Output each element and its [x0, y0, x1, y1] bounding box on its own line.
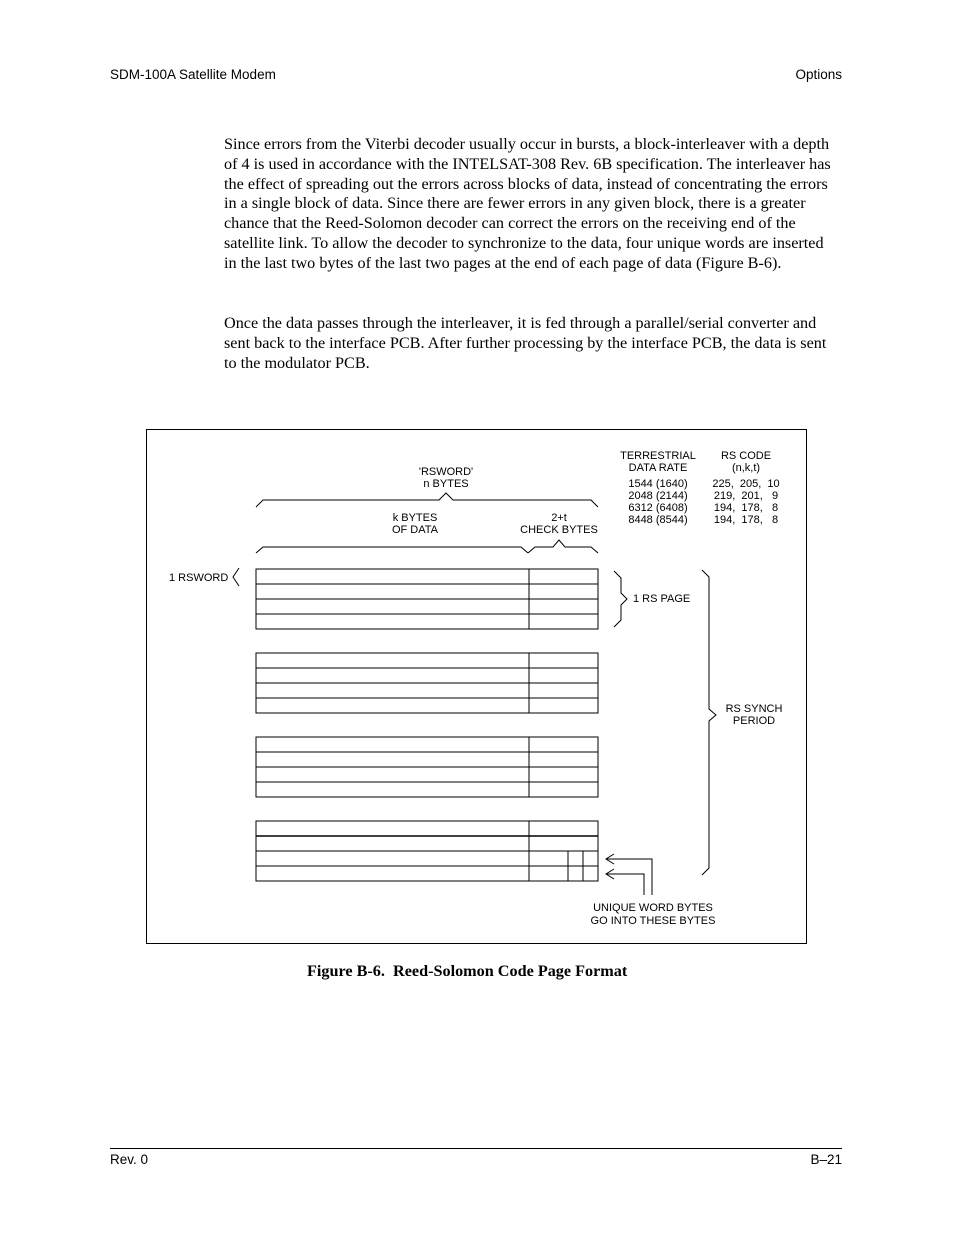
table-row-1-rate: 1544 (1640)	[628, 478, 688, 490]
rs-synch-brace	[702, 570, 716, 875]
figure-reed-solomon-page-format	[146, 429, 807, 944]
check-bytes-label-line2: CHECK BYTES	[520, 524, 598, 536]
footer-page-number: B–21	[810, 1152, 842, 1167]
n-bytes-brace	[256, 493, 598, 507]
table-row-2-code: 219, 201, 9	[713, 490, 779, 502]
unique-word-label-line2: GO INTO THESE BYTES	[590, 915, 716, 927]
k-bytes-brace	[256, 547, 528, 553]
figure-caption: Figure B-6. Reed-Solomon Code Page Format	[307, 962, 628, 980]
one-rsword-bracket	[233, 568, 239, 586]
table-row-4-code: 194, 178, 8	[713, 514, 779, 526]
one-rs-page-brace	[614, 571, 627, 627]
rs-page-block-2	[256, 653, 598, 713]
rsword-label-line1: 'RSWORD'	[418, 466, 474, 478]
rs-page-block-1	[256, 569, 598, 629]
table-row-1-code: 225, 205, 10	[712, 478, 780, 490]
table-row-3-code: 194, 178, 8	[713, 502, 779, 514]
body-paragraph-1: Since errors from the Viterbi decoder usually occur in bursts, a block-interleaver with a depth of 4 is used in accordance with the INTELSAT-308 Rev. 6B specification. The interleaver has the effect of spreading out the errors across blocks of data, instead of concentrating the errors in a single block of data. Since there are fewer errors in any given block, there is a greater chance that the Reed-Solomon decoder can correct the errors on the receiving end of the satellite link. To allow the decoder to synchronize to the data, four unique words are inserted in the last two bytes of the last two pages at the end of each page of data (Figure B-6).	[224, 135, 831, 272]
table-row-3-rate: 6312 (6408)	[628, 502, 688, 514]
table-row-4-rate: 8448 (8544)	[628, 514, 688, 526]
footer-revision: Rev. 0	[110, 1152, 149, 1167]
table-row-2-rate: 2048 (2144)	[628, 490, 688, 502]
check-bytes-label-line1: 2+t	[551, 512, 567, 524]
table-header-rate-line2: DATA RATE	[628, 462, 688, 474]
unique-word-arrows	[606, 854, 652, 895]
one-rsword-label: 1 RSWORD	[169, 572, 229, 584]
table-header-code-line2: (n,k,t)	[731, 462, 761, 474]
table-header-rate-line1: TERRESTRIAL	[620, 450, 696, 462]
table-header-code-line1: RS CODE	[720, 450, 772, 462]
rs-synch-label-line2: PERIOD	[732, 715, 776, 727]
rs-page-block-4	[256, 821, 598, 881]
k-bytes-label-line1: k BYTES	[392, 512, 438, 524]
one-rs-page-label: 1 RS PAGE	[633, 593, 691, 605]
body-paragraph-2: Once the data passes through the interleaver, it is fed through a parallel/serial converter and sent back to the interface PCB. After further processing by the interface PCB, the data is sent to the modulator PCB.	[224, 314, 827, 372]
footer-rule	[110, 1148, 842, 1149]
check-bytes-brace	[528, 540, 598, 553]
rs-synch-label-line1: RS SYNCH	[725, 703, 783, 715]
rs-page-block-3	[256, 737, 598, 797]
rsword-label-line2: n BYTES	[423, 478, 469, 490]
header-section: Options	[795, 67, 842, 82]
header-title: SDM-100A Satellite Modem	[110, 67, 276, 82]
figure-diagram	[147, 430, 808, 945]
unique-word-label-line1: UNIQUE WORD BYTES	[593, 902, 713, 914]
k-bytes-label-line2: OF DATA	[391, 524, 439, 536]
